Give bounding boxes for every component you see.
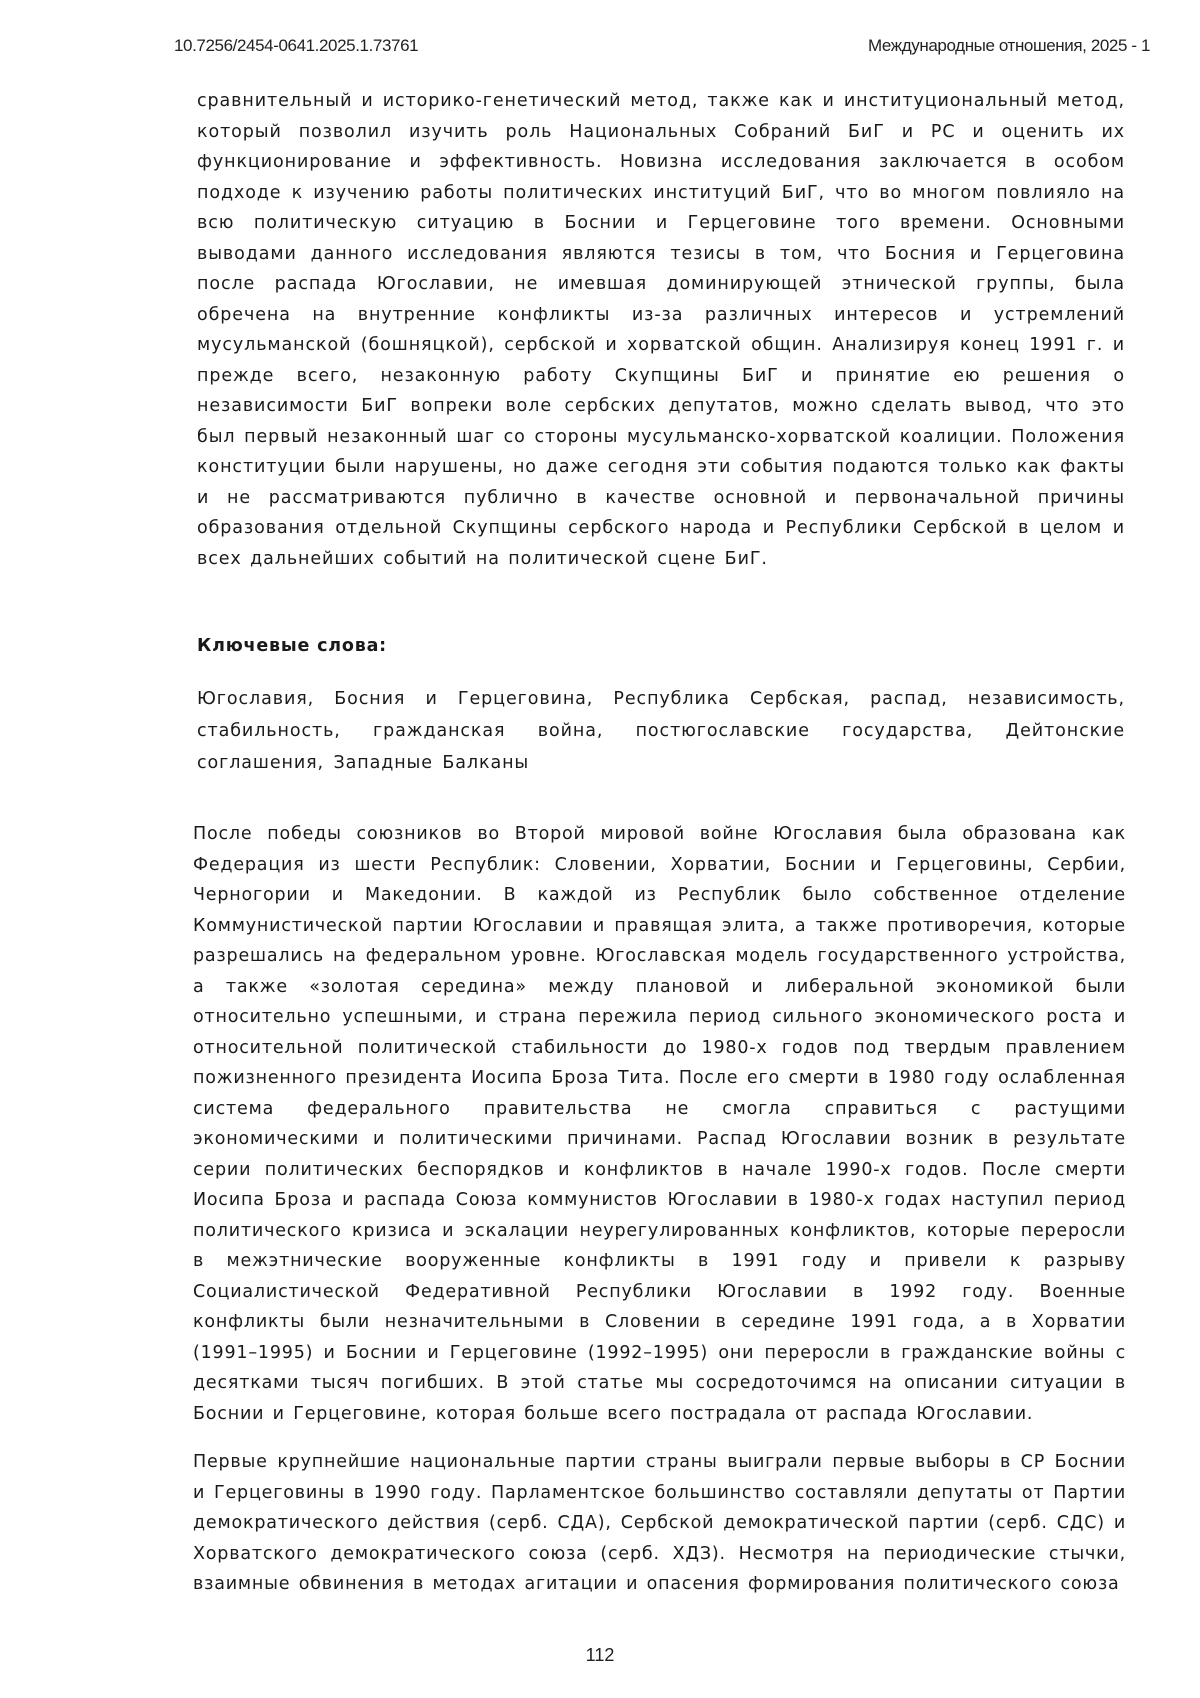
abstract-text: сравнительный и историко-генетический метод, также как и институциональный метод, который позволил изучить роль Национальных Собраний БиГ и РС и оценить их функционирование и эффективность. Новизна исследования заключается в особом подходе к изучению работы политических институций БиГ, что во многом повлияло на всю политическую ситуацию в Боснии и Герцеговине того времени. Основными выводами данного исследования являются тезисы в том, что Босния и Герцеговина после распада Югославии, не имевшая доминирующей этнической группы, была обречена на внутренние конфликты из-за различных интересов и устремлений мусульманской (бошняцкой), сербской и хорватской общин. Анализируя конец 1991 г. и прежде всего, незаконную работу Скупщины БиГ и принятие ею решения о независимости БиГ вопреки воле сербских депутатов, можно сделать вывод, что это был первый незаконный шаг со стороны мусульманско-хорватской коалиции. Положения конституции были нарушены, но даже сегодня эти события подаются только как факты и не рассматриваются публично в качестве основной и первоначальной причины образования отдельной Скупщины сербского народа и Республики Сербской в целом и всех дальнейших событий на политической сцене БиГ.: [197, 91, 1125, 569]
keywords-heading: Ключевые слова:: [197, 636, 387, 656]
page-number: 112: [585, 1645, 615, 1665]
journal-title: Международные отношения, 2025 - 1: [867, 36, 1150, 55]
body-paragraph-1: После победы союзников во Второй мировой войне Югославия была образована как Федерация из шести Республик: Словении, Хорватии, Боснии и Герцеговины, Сербии, Черногории и Македонии. В каждой из Республик было собственное отделение Коммунистической партии Югославии и правящая элита, а также противоречия, которые разрешались на федеральном уровне. Югославская модель государственного устройства, а также «золотая середина» между плановой и либеральной экономикой были относительно успешными, и страна пережила период сильного экономического роста и относительной политической стабильности до 1980-х годов под твердым правлением пожизненного президента Иосипа Броза Тита. После его смерти в 1980 году ослабленная система федерального правительства не смогла справиться с растущими экономическими и политическими причинами. Распад Югославии возник в результате серии политических беспорядков и конфликтов в начале 1990-х годов. После смерти Иосипа Броза и распада Союза коммунистов Югославии в 1980-х годах наступил период политического кризиса и эскалации неурегулированных конфликтов, которые переросли в межэтнические вооруженные конфликты в 1991 году и привели к разрыву Социалистической Федеративной Республики Югославии в 1992 году. Военные конфликты были незначительными в Словении в середине 1991 года, а в Хорватии (1991–1995) и Боснии и Герцеговине (1992–1995) они переросли в гражданские войны с десятками тысяч погибших. В этой статье мы сосредоточимся на описании ситуации в Боснии и Герцеговине, которая больше всего пострадала от распада Югославии.: [193, 824, 1126, 1424]
doi-label: 10.7256/2454-0641.2025.1.73761: [174, 36, 419, 55]
page-header: [174, 36, 1150, 60]
keywords-text: Югославия, Босния и Герцеговина, Республика Сербская, распад, независимость, стабильность, гражданская война, постюгославские государства, Дейтонские соглашения, Западные Балканы: [197, 689, 1125, 773]
body-paragraph-2: Первые крупнейшие национальные партии страны выиграли первые выборы в СР Боснии и Герцеговины в 1990 году. Парламентское большинство составляли депутаты от Партии демократического действия (серб. СДА), Сербской демократической партии (серб. СДС) и Хорватского демократического союза (серб. ХДЗ). Несмотря на периодические стычки, взаимные обвинения в методах агитации и опасения формирования политического союза: [193, 1452, 1126, 1594]
